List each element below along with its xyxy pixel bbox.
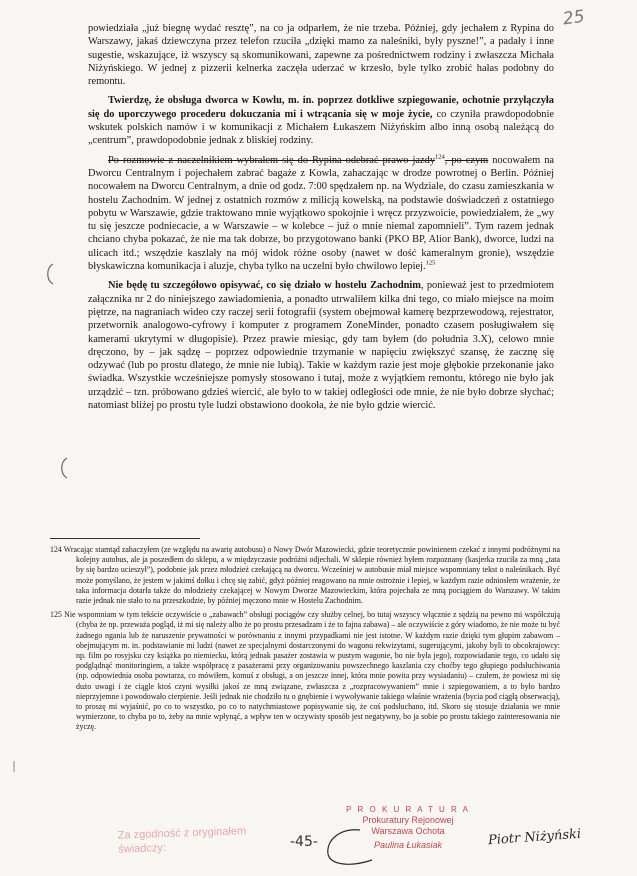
paragraph-4-bold: Nie będę tu szczegółowo opisywać, co się działo w hostelu Zachodnim (108, 280, 421, 292)
footnote-124 (50, 545, 560, 606)
paragraph-1-text: powiedziała „już biegnę wydać resztę”, na co ja odparłem, że nie trzeba. Później, gdy jechałem z Rypina do Warszawy, jakaś dziewczyna przez telefon rzuciła „dzięki mamo za naleśniki, były pyszne!”, a padały i inne sugestie, wskazujące, iż wszyscy są skomunikowani, zapewne za pośrednictwem rodziny i zwłaszcza Michała Niżyńskiego. W jednej z pizzerii kelnerka zaczęła uderzać w krzesło, byle tylko zrobić hałas podobny do remontu. (88, 23, 554, 88)
paragraph-1 (88, 22, 554, 88)
margin-bracket-mark (42, 262, 56, 286)
paragraph-3-text: nocowałem na Dworcu Centralnym i pojechałem zabrać bagaże z Kowla, zahaczając w drodze powrotnej o Berlin. Później nocowałem na Dworcu Centralnym, a dnie od godz. 7:00 spędzałem np. na Wydziale, do czasu zamieszkania w hostelu Zachodnim. W jednej z ostatnich rozmów z milicją kowelską, na podstawie doświadczeń z ostatniego pobytu w Warszawie, gdzie traktowano mnie wyjątkowo spokojnie i wręcz przyzwoicie, powiedziałem, że „wy tu się jeszcze podniecacie, a w Warszawie – w kolebce – już o mnie niemal zapomnieli”. Tym razem jednak chciano chyba pokazać, że nie ma tak dobrze, bo przygotowano banki (PKO BP, Alior Bank), dworce, ludzi na ulicach itd.; wszędzie kaszlały na mój widok różne osoby (nawet w dość kameralnym gronie), wszędzie błyskawiczna komunikacja i aluzje, chyba tylko na uczelni było chwilowo lepiej. (88, 154, 554, 273)
paragraph-3 (88, 154, 554, 274)
paragraph-2 (88, 94, 554, 147)
stamp-line-3: Warszawa Ochota (371, 826, 445, 836)
stamp-line-2: Prokuratury Rejonowej (362, 815, 454, 825)
page-bottom-number: -45- (290, 834, 318, 850)
stamp-line-1: P R O K U R A T U R A (346, 805, 470, 814)
footnote-separator (50, 538, 200, 539)
footnote-text: Nie wspomniam w tym tekście oczywiście o „zabawach” obsługi pociągów czy służby celnej, bo tutaj wszyscy włącznie z sędzią na pewno mi współczują (chyba że np. przeważa pogląd, iż mi się należy albo że po prostu przesadzam i że to fajna zabawa) – ale oczywiście z góry wiadomo, że nie może tu być żadnego ngania lub że naruszenie prywatności w porównaniu z innymi przypadkami nie jest istotne. W każdym razie dzięki tym głupim zabawom – obejmującym m. in. podstawianie mi ludzi (nawet ze specjalnymi dostarczonymi do wagonu rekwizytami, sugerującymi, jakoby byli to obcokrajowcy: np. film po rosyjsku czy książka po niemiecku, którą jednak pasażer zostawia w pustym wagonie, bo nie była jego), rozpowiadanie tego, co udało się podglądnąć monitoringiem, a także współpracę z pasażerami przy organizowaniu powszechnego kaszlania czy choćby tego głupiego podsłuchiwania (np. odpowiednia osoba powtarza, co mówiłem, komuś z obsługi, a on jeszcze innej, która mnie powita przy wysiadaniu) – czułem, że powiesz mi się dużo uwagi i że ciągle ktoś czyni wysiłki jakoś ze mną związane, zwłaszcza z „rozpracowywaniem” mnie i szpiegowaniem, a to było bardzo nieprzyjemne i powodowało cierpienie. Jeśli jednak nie chodziło tu o gnębienie i wywoływanie takiego właśnie wrażenia (bycia pod ciągłą obserwacją), to proszę mi wyjaśnić, po co to wszystko, po co to natychmiastowe popisywanie się, że coś podsłuchano, itd. Skoro się stosuje działania we mnie wymierzone, to chyba po to, żeby na mnie wpłynąć, a wpływ ten w oczywisty sposób jest negatywny, bo ja sobie po prostu takiego zainteresowania nie życzę. (64, 610, 560, 732)
footnote-ref-125: 125 (425, 259, 436, 267)
paragraph-3-struck: Po rozmowie z naczelnikiem wybrałem się do Rypina odebrać prawo jazdy (108, 154, 436, 166)
main-body-text (88, 22, 554, 418)
stamp-name: Paulina Łukasiak (373, 840, 443, 850)
paragraph-2-bold: Twierdzę, że obsługa dworca w Kowlu, m. in. poprzez dotkliwe szpiegowanie, ochotnie przyłączyła się do uporczywego procederu dokuczania mi i wtrącania się w moje życie, (88, 95, 554, 120)
handwritten-signature: Piotr Niżyński (487, 826, 582, 849)
footnote-number: 125 (50, 610, 62, 620)
prosecutor-stamp (338, 804, 478, 874)
footnotes (50, 545, 560, 737)
certification-stamp: Za zgodność z oryginałem świadczy: (117, 825, 247, 856)
footnote-text: Wracając stamtąd zahaczyłem (ze względu na awarię autobusu) o Nowy Dwór Mazowiecki, gdzie teoretycznie powinienem czekać z innymi podróżnymi na kolejny autobus, ale ja poszedłem do sklepu, a w międzyczasie podróżni odjechali. W sklepie również byłem rozpoznany (kasjerka rzuciła za mną „tata by się bardzo ucieszył”), podobnie jak przez młodzież czekającą na dworcu. Wcześniej w autobusie miał miejsce wspomniany tekst o naleśnikach. Być może pomyślano, że jestem w jakimś dołku i chcę się zabić, gdyż później reagowano na mnie ostrożnie i lepiej, w każdym razie odniosłem wrażenie, że taka informacja dotarła także do młodzieży czekającej w Nowym Dworze Mazowieckim, która pojechała ze mną pociągiem do Warszawy. W takim razie jednak nie stało to na przeszkodzie, by później męczono mnie w Hostelu Zachodnim. (63, 545, 560, 606)
footnote-ref-124: 124 (435, 153, 445, 161)
handwritten-page-number: 25 (561, 6, 586, 30)
paragraph-2-text: co czyniła prawdopodobnie wskutek polskich namów i w komunikacji z Michałem Łukaszem Niżyńskim albo inną osobą należącą do „centrum”, prawdopodobnie jednak z bliskiej rodziny. (88, 108, 554, 147)
paragraph-3-struck-2: , po czym (444, 154, 489, 166)
footnote-number: 124 (50, 545, 62, 554)
paragraph-4-text: , ponieważ jest to przedmiotem załącznika nr 2 do niniejszego zawiadomienia, a ponadto utrwaliłem kilka dni tego, co miało miejsce na moim piętrze, na nagraniach wideo czy raczej serii fotografii (system obejmował kamerę bezprzewodową, rejestrator, przetwornik analogowo-cyfrowy i komputer z programem ZoneMinder, ponadto czasem posługiwałem się kamerami ukrytymi w długopisie). Przez prawie miesiąc, gdy tam byłem (do południa 3.X), celowo mnie dręczono, by – jak sądzę – poprzez odpowiednie trzymanie w napięciu zwiększyć szansę, że zacznę się odzywać (lub po prostu dlatego, że mnie nie lubią). Takie w każdym razie jest moje głębokie przekonanie jako świadka. Wszystkie wcześniejsze pomysły stosowano i tutaj, może z wyjątkiem remontu, którego nie było jak urządzić – tzn. próbowano gdzieś wiercić, ale było to w takiej odległości ode mnie, że nie było dobrze słychać; natomiast bliżej po prostu tyle ludzi obstawiono dookoła, że nie było gdzie wiercić. (88, 280, 554, 412)
footnote-125 (50, 610, 560, 732)
margin-tick-mark (10, 760, 18, 774)
margin-bracket-mark-2 (56, 456, 70, 480)
paragraph-4 (88, 279, 554, 412)
